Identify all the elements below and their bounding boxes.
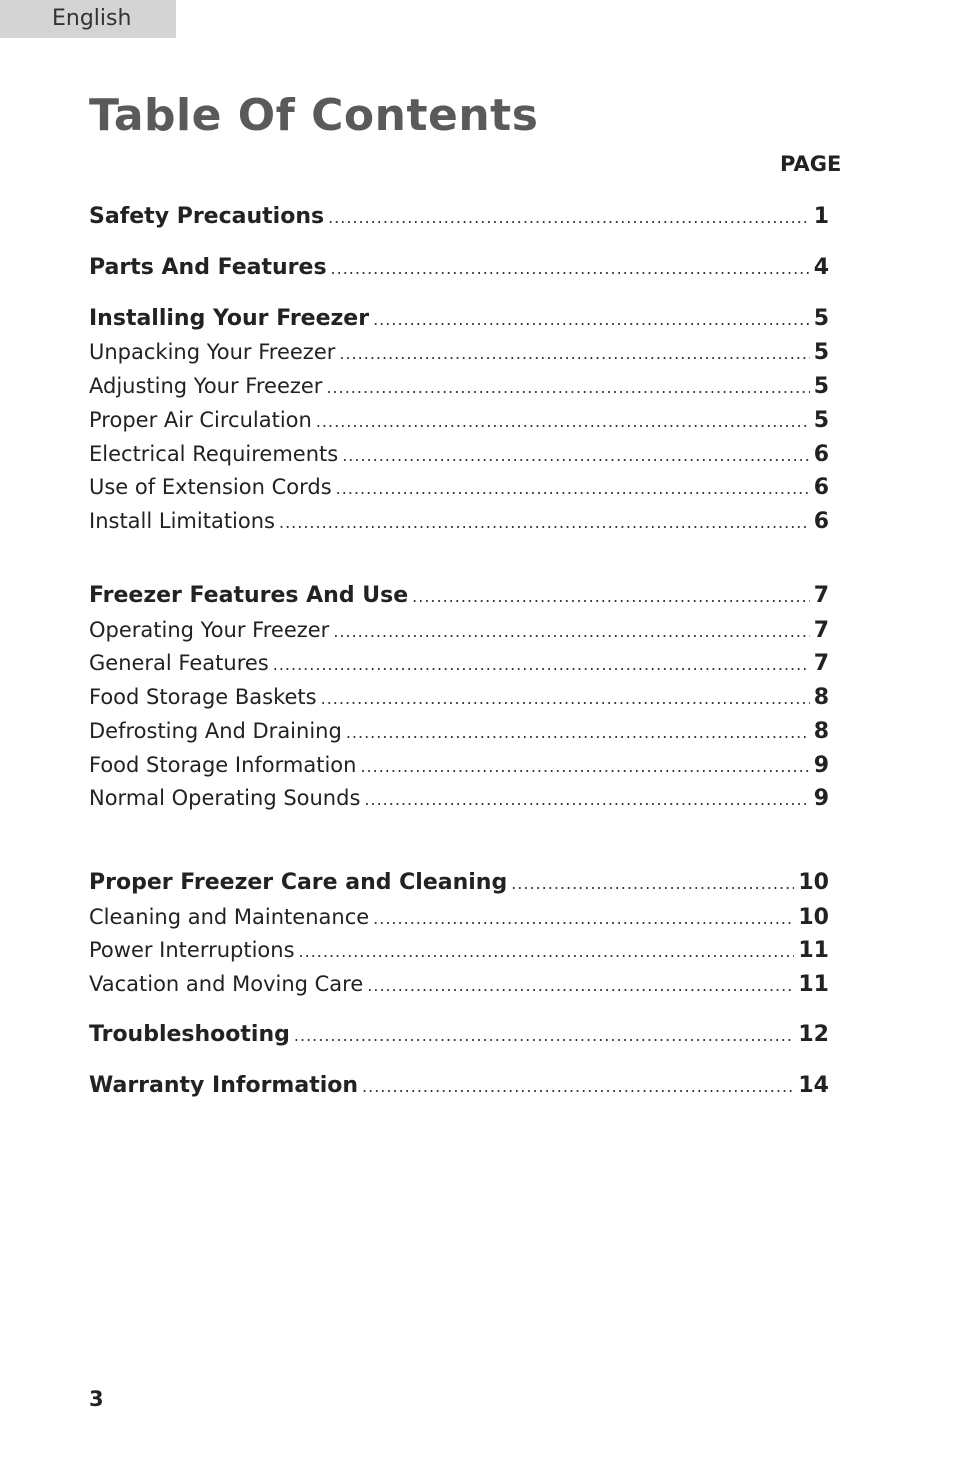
toc-entry-label: Cleaning and Maintenance xyxy=(89,905,370,929)
dot-leader xyxy=(299,936,795,968)
toc-entry-page: 11 xyxy=(798,938,829,963)
toc-entry-label: Parts And Features xyxy=(89,255,327,280)
toc-entry-page: 4 xyxy=(813,255,829,280)
toc-entry[interactable] xyxy=(89,681,829,713)
toc-entry[interactable] xyxy=(89,438,829,470)
toc-entry-page: 10 xyxy=(798,905,829,930)
dot-leader xyxy=(342,440,809,472)
dot-leader xyxy=(279,507,810,539)
dot-leader xyxy=(333,616,809,648)
dot-leader xyxy=(367,970,794,1002)
language-tab[interactable]: English xyxy=(0,0,176,38)
toc-entry[interactable] xyxy=(89,715,829,747)
toc-entry[interactable] xyxy=(89,404,829,436)
dot-leader xyxy=(326,372,809,404)
toc-entry-page: 11 xyxy=(798,972,829,997)
toc-entry[interactable] xyxy=(89,749,829,781)
dot-leader xyxy=(321,683,810,715)
dot-leader xyxy=(364,784,809,816)
toc-entry-label: Food Storage Baskets xyxy=(89,685,317,709)
toc-entry[interactable] xyxy=(89,303,829,335)
toc-entry-label: Normal Operating Sounds xyxy=(89,786,361,810)
dot-leader xyxy=(373,304,810,336)
toc-entry-page: 8 xyxy=(813,685,829,710)
dot-leader xyxy=(362,1071,794,1103)
toc-entry[interactable] xyxy=(89,370,829,402)
toc-entry-page: 7 xyxy=(813,651,829,676)
toc-entry[interactable] xyxy=(89,471,829,503)
page-title: Table Of Contents xyxy=(89,90,539,141)
dot-leader xyxy=(273,649,810,681)
dot-leader xyxy=(339,338,809,370)
toc-entry-page: 5 xyxy=(813,340,829,365)
toc-entry-label: Safety Precautions xyxy=(89,204,325,229)
toc-entry[interactable] xyxy=(89,505,829,537)
toc-entry[interactable] xyxy=(89,647,829,679)
dot-leader xyxy=(331,253,810,285)
toc-entry[interactable] xyxy=(89,336,829,368)
toc-entry-label: Defrosting And Draining xyxy=(89,719,342,743)
dot-leader xyxy=(511,868,794,900)
toc-entry-page: 6 xyxy=(813,442,829,467)
toc-entry-label: Food Storage Information xyxy=(89,753,357,777)
dot-leader xyxy=(360,751,809,783)
toc-entry[interactable] xyxy=(89,252,829,284)
toc-entry-label: General Features xyxy=(89,651,269,675)
toc-entry-label: Proper Air Circulation xyxy=(89,408,312,432)
toc-entry-page: 9 xyxy=(813,753,829,778)
toc-entry-label: Freezer Features And Use xyxy=(89,583,409,608)
toc-entry[interactable] xyxy=(89,782,829,814)
dot-leader xyxy=(346,717,810,749)
toc-entry-page: 8 xyxy=(813,719,829,744)
toc-entry[interactable] xyxy=(89,867,829,899)
toc-entry[interactable] xyxy=(89,1070,829,1102)
toc-entry[interactable] xyxy=(89,201,829,233)
page-number: 3 xyxy=(89,1387,104,1411)
toc-entry[interactable] xyxy=(89,934,829,966)
toc-entry-label: Use of Extension Cords xyxy=(89,475,332,499)
toc-entry[interactable] xyxy=(89,614,829,646)
dot-leader xyxy=(294,1020,794,1052)
toc-entry-label: Warranty Information xyxy=(89,1073,359,1098)
toc-entry-page: 5 xyxy=(813,408,829,433)
toc-entry-label: Adjusting Your Freezer xyxy=(89,374,323,398)
toc-entry-label: Install Limitations xyxy=(89,509,275,533)
toc-entry-page: 5 xyxy=(813,374,829,399)
toc-entry-page: 5 xyxy=(813,306,829,331)
dot-leader xyxy=(373,903,794,935)
toc-entry-page: 7 xyxy=(813,583,829,608)
toc-entry-label: Troubleshooting xyxy=(89,1022,290,1047)
toc-entry-label: Operating Your Freezer xyxy=(89,618,330,642)
toc-entry-label: Unpacking Your Freezer xyxy=(89,340,336,364)
toc-entry-page: 1 xyxy=(813,204,829,229)
page-column-header: PAGE xyxy=(780,152,842,176)
toc-entry-page: 9 xyxy=(813,786,829,811)
toc-entry-label: Proper Freezer Care and Cleaning xyxy=(89,870,508,895)
toc-entry[interactable] xyxy=(89,901,829,933)
toc-entry-page: 6 xyxy=(813,509,829,534)
toc-entry-page: 7 xyxy=(813,618,829,643)
toc-entry-page: 12 xyxy=(798,1022,829,1047)
toc-entry-label: Vacation and Moving Care xyxy=(89,972,364,996)
toc-entry[interactable] xyxy=(89,968,829,1000)
toc-entry-label: Power Interruptions xyxy=(89,938,295,962)
toc-entry-page: 14 xyxy=(798,1073,829,1098)
toc-entry[interactable] xyxy=(89,580,829,612)
dot-leader xyxy=(328,202,810,234)
toc-entry-page: 10 xyxy=(798,870,829,895)
dot-leader xyxy=(412,581,810,613)
toc-entry-page: 6 xyxy=(813,475,829,500)
toc-entry-label: Installing Your Freezer xyxy=(89,306,370,331)
dot-leader xyxy=(316,406,810,438)
toc-entry[interactable] xyxy=(89,1019,829,1051)
dot-leader xyxy=(336,473,810,505)
toc-entry-label: Electrical Requirements xyxy=(89,442,339,466)
